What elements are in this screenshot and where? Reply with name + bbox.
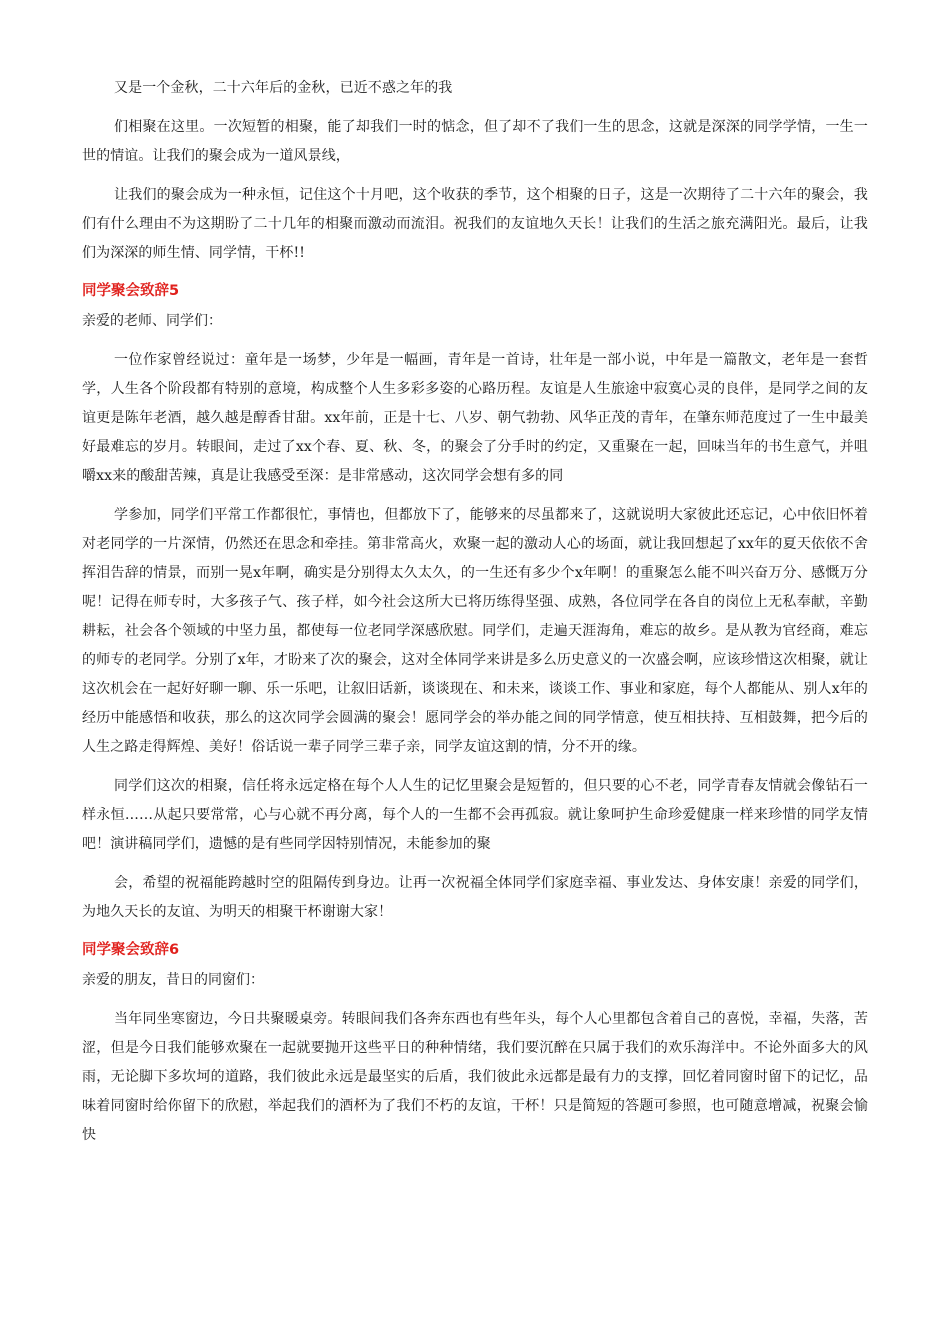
paragraph: 同学们这次的相聚，信任将永远定格在每个人人生的记忆里聚会是短暂的，但只要的心不老，同学青春友情就会像钻石一样永恒……从起只要常常，心与心就不再分离，每个人的一生都不会再孤寂。就让象呵护生命珍爱健康一样来珍惜的同学友情吧！演讲稿同学们，遗憾的是有些同学因特别情况，未能参加的聚 bbox=[82, 778, 868, 852]
paragraph: 当年同坐寒窗边，今日共聚暖桌旁。转眼间我们各奔东西也有些年头，每个人心里都包含着自己的喜悦，幸福，失落，苦涩，但是今日我们能够欢聚在一起就要抛开这些平日的种种情绪，我们要沉醉在只属于我们的欢乐海洋中。不论外面多大的风雨，无论脚下多坎坷的道路，我们彼此永远是最坚实的后盾，我们彼此永远都是最有力的支撑，回忆着同窗时留下的记忆，品味着同窗时给你留下的欣慰，举起我们的酒杯为了我们不朽的友谊，干杯！只是简短的答题可参照，也可随意增减，祝聚会愉快 bbox=[82, 1011, 868, 1143]
salutation: 亲爱的朋友，昔日的同窗们： bbox=[82, 972, 264, 988]
paragraph: 会，希望的祝福能跨越时空的阻隔传到身边。让再一次祝福全体同学们家庭幸福、事业发达、身体安康！亲爱的同学们，为地久天长的友谊、为明天的相聚干杯谢谢大家！ bbox=[82, 875, 868, 920]
paragraph: 学参加，同学们平常工作都很忙，事情也，但都放下了，能够来的尽虽都来了，这就说明大家彼此还忘记，心中依旧怀着对老同学的一片深情，仍然还在思念和牵挂。第非常高火，欢聚一起的激动人心的场面，就让我回想起了xx年的夏天依依不舍挥泪告辞的情景，而别一晃x年啊，确实是分别得太久太久，的一生还有多少个x年啊！的重聚怎么能不叫兴奋万分、感慨万分呢！记得在师专时，大多孩子气、孩子样，如今社会这所大已将历练得坚强、成熟，各位同学在各自的岗位上无私奉献，辛勤耕耘，社会各个领域的中坚力虽，都使每一位老同学深感欣慰。同学们，走遍天涯海角，难忘的故乡。是从教为官经商，难忘的师专的老同学。分别了x年，才盼来了次的聚会，这对全体同学来讲是多么历史意义的一次盛会啊，应该珍惜这次相聚，就让这次机会在一起好好聊一聊、乐一乐吧，让叙旧话新，谈谈现在、和未来，谈谈工作、事业和家庭，每个人都能从、别人x年的经历中能感悟和收获，那么的这次同学会圆满的聚会！愿同学会的举办能之间的同学情意，使互相扶持、互相鼓舞，把今后的人生之路走得辉煌、美好！俗话说一辈子同学三辈子亲，同学友谊这割的情，分不开的缘。 bbox=[82, 507, 868, 755]
salutation: 亲爱的老师、同学们： bbox=[82, 313, 222, 329]
paragraph: 们相聚在这里。一次短暂的相聚，能了却我们一时的惦念，但了却不了我们一生的思念，这就是深深的同学学情，一生一世的情谊。让我们的聚会成为一道风景线， bbox=[82, 119, 868, 164]
section-heading: 同学聚会致辞5 bbox=[82, 283, 180, 299]
paragraph: 又是一个金秋，二十六年后的金秋，已近不惑之年的我 bbox=[114, 80, 453, 96]
section-heading: 同学聚会致辞6 bbox=[82, 942, 180, 958]
document-page bbox=[82, 74, 868, 1160]
paragraph: 让我们的聚会成为一种永恒，记住这个十月吧，这个收获的季节，这个相聚的日子，这是一次期待了二十六年的聚会，我们有什么理由不为这期盼了二十几年的相聚而激动而流泪。祝我们的友谊地久天长！让我们的生活之旅充满阳光。最后，让我们为深深的师生情、同学情，干杯!! bbox=[82, 187, 868, 261]
paragraph: 一位作家曾经说过：童年是一场梦，少年是一幅画，青年是一首诗，壮年是一部小说，中年是一篇散文，老年是一套哲学，人生各个阶段都有特别的意境，构成整个人生多彩多姿的心路历程。友谊是人生旅途中寂寞心灵的良伴，是同学之间的友谊更是陈年老酒，越久越是醇香甘甜。xx年前，正是十七、八岁、朝气勃勃、风华正茂的青年，在肇东师范度过了一生中最美好最难忘的岁月。转眼间，走过了xx个春、夏、秋、冬，的聚会了分手时的约定，又重聚在一起，回味当年的书生意气，并咀嚼xx来的酸甜苦辣，真是让我感受至深：是非常感动，这次同学会想有多的同 bbox=[82, 352, 868, 484]
